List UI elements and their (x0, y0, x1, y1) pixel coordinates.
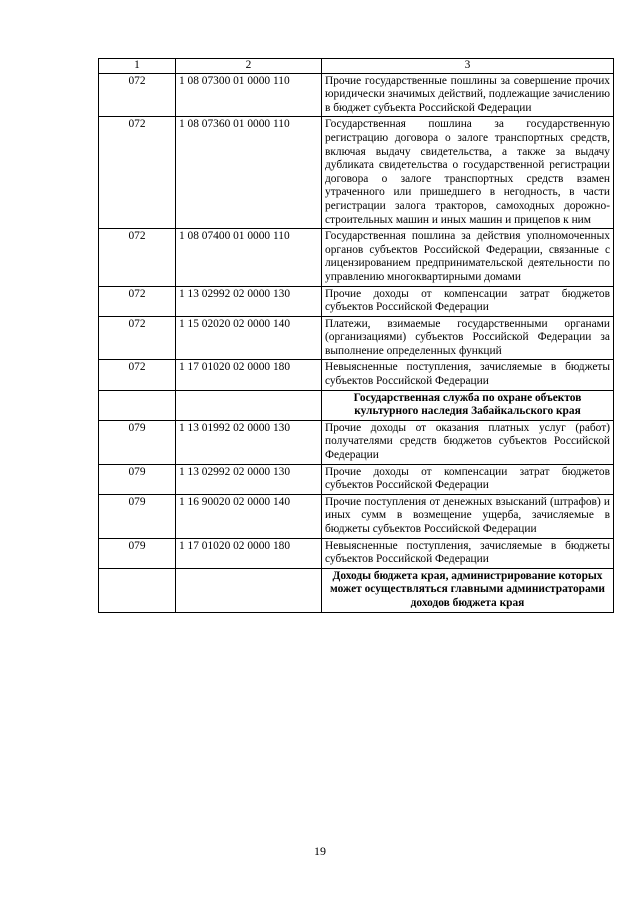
admin-code-cell: 072 (99, 316, 176, 360)
admin-code-cell: 072 (99, 286, 176, 316)
admin-code-cell: 079 (99, 538, 176, 568)
table-row (99, 73, 614, 117)
admin-code-cell: 072 (99, 229, 176, 286)
table-row (99, 494, 614, 538)
table-row (99, 360, 614, 390)
revenue-code-cell: 1 13 02992 02 0000 130 (176, 464, 322, 494)
revenue-code-cell: 1 08 07400 01 0000 110 (176, 229, 322, 286)
column-header-2: 2 (176, 59, 322, 74)
table-row (99, 420, 614, 464)
table-row (99, 229, 614, 286)
revenue-code-cell: 1 17 01020 02 0000 180 (176, 360, 322, 390)
table-row (99, 286, 614, 316)
revenue-code-cell: 1 13 01992 02 0000 130 (176, 420, 322, 464)
admin-code-cell (99, 568, 176, 612)
admin-code-cell: 072 (99, 360, 176, 390)
description-cell: Государственная пошлина за действия уполномоченных органов субъектов Российской Федерации, связанные с лицензированием предпринимательской деятельности по управлению многоквартирными домами (322, 229, 614, 286)
description-cell: Государственная служба по охране объектов культурного наследия Забайкальского края (322, 390, 614, 420)
column-header-3: 3 (322, 59, 614, 74)
revenue-code-cell (176, 568, 322, 612)
description-cell: Платежи, взимаемые государственными органами (организациями) субъектов Российской Федерации за выполнение определенных функций (322, 316, 614, 360)
description-cell: Прочие поступления от денежных взысканий (штрафов) и иных сумм в возмещение ущерба, зачисляемые в бюджеты субъектов Российской Федерации (322, 494, 614, 538)
page-number: 19 (314, 844, 326, 858)
table-body (99, 73, 614, 612)
revenue-code-cell: 1 08 07360 01 0000 110 (176, 117, 322, 229)
admin-code-cell: 079 (99, 420, 176, 464)
revenue-code-cell: 1 08 07300 01 0000 110 (176, 73, 322, 117)
table-row (99, 316, 614, 360)
description-cell: Государственная пошлина за государственную регистрацию договора о залоге транспортных средств, включая выдачу свидетельства, а также за выдачу дубликата свидетельства о государственной регистрации договора о залоге транспортных средств взамен утраченного или пришедшего в негодность, в части регистрации залога тракторов, самоходных дорожно-строительных машин и иных машин и прицепов к ним (322, 117, 614, 229)
header-row (99, 59, 614, 74)
section-header-row (99, 568, 614, 612)
section-header-row (99, 390, 614, 420)
revenue-code-cell: 1 13 02992 02 0000 130 (176, 286, 322, 316)
description-cell: Прочие доходы от компенсации затрат бюджетов субъектов Российской Федерации (322, 286, 614, 316)
description-cell: Доходы бюджета края, администрирование которых может осуществляться главными администраторами доходов бюджета края (322, 568, 614, 612)
column-header-1: 1 (99, 59, 176, 74)
revenue-codes-table (98, 58, 614, 613)
revenue-code-cell: 1 17 01020 02 0000 180 (176, 538, 322, 568)
table-row (99, 117, 614, 229)
revenue-code-cell: 1 15 02020 02 0000 140 (176, 316, 322, 360)
revenue-code-cell: 1 16 90020 02 0000 140 (176, 494, 322, 538)
revenue-code-cell (176, 390, 322, 420)
admin-code-cell: 079 (99, 464, 176, 494)
table-row (99, 538, 614, 568)
admin-code-cell: 072 (99, 117, 176, 229)
admin-code-cell: 079 (99, 494, 176, 538)
admin-code-cell: 072 (99, 73, 176, 117)
description-cell: Невыясненные поступления, зачисляемые в бюджеты субъектов Российской Федерации (322, 360, 614, 390)
admin-code-cell (99, 390, 176, 420)
description-cell: Прочие доходы от компенсации затрат бюджетов субъектов Российской Федерации (322, 464, 614, 494)
table-row (99, 464, 614, 494)
description-cell: Прочие доходы от оказания платных услуг (работ) получателями средств бюджетов субъектов Российской Федерации (322, 420, 614, 464)
description-cell: Невыясненные поступления, зачисляемые в бюджеты субъектов Российской Федерации (322, 538, 614, 568)
description-cell: Прочие государственные пошлины за совершение прочих юридически значимых действий, подлежащие зачислению в бюджет субъекта Российской Федерации (322, 73, 614, 117)
